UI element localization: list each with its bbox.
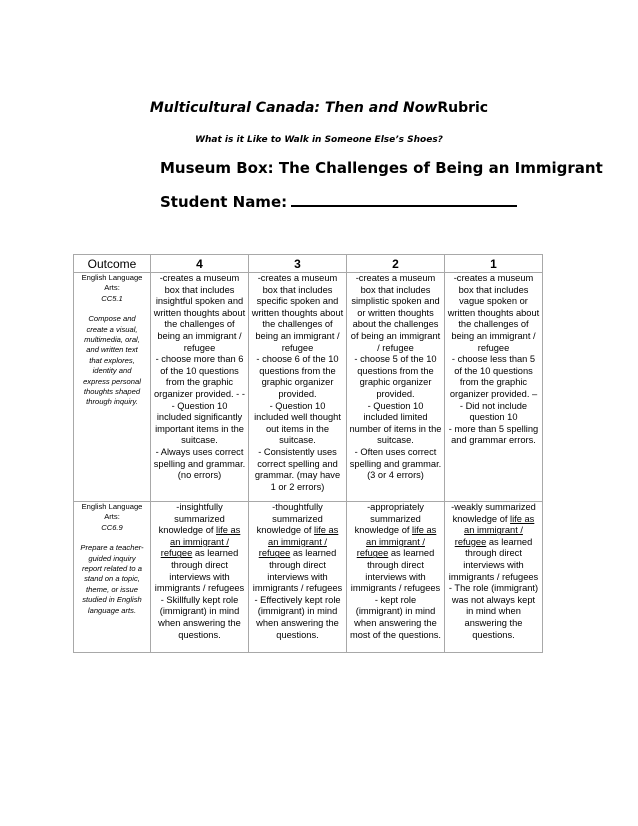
cell-line: provided. xyxy=(278,388,317,399)
rubric-subtitle: What is it Like to Walk in Someone Else’s Shoes? xyxy=(195,135,443,145)
cell-line: refugee as learned xyxy=(160,548,239,559)
underlined-text: refugee xyxy=(356,548,389,559)
cell-line: the challenges of xyxy=(458,319,529,330)
cell-line: (immigrant) in mind xyxy=(257,606,338,617)
cell-line: -creates a museum xyxy=(257,273,338,283)
cell-line: / refugee xyxy=(377,342,414,353)
underlined-text: an immigrant / xyxy=(170,536,229,547)
outcome-description-line: through inquiry. xyxy=(86,397,138,407)
underlined-text: life as xyxy=(314,525,339,536)
underlined-text: refugee xyxy=(258,548,291,559)
cell-line: spelling and grammar. xyxy=(349,458,442,469)
cell-line: graphic organizer xyxy=(261,377,334,388)
cell-line: box that includes xyxy=(262,284,333,295)
outcome-spacer xyxy=(74,533,150,543)
outcome-description-line: create a visual, xyxy=(86,324,138,334)
cell-line: simplistic spoken and xyxy=(351,296,440,307)
outcome-cell xyxy=(74,273,151,502)
cell-line: when answering the xyxy=(158,617,241,628)
cell-line: refugee xyxy=(183,342,216,353)
cell-line: being an immigrant / xyxy=(255,330,340,341)
cell-line: answering the xyxy=(464,617,523,628)
cell-line: being an immigrant / xyxy=(157,330,242,341)
outcome-description-line: stand on a topic, xyxy=(84,574,140,584)
cell-line: provided. xyxy=(376,388,415,399)
student-name-label: Student Name: xyxy=(160,193,288,211)
cell-line: summarized xyxy=(370,513,421,524)
header-level-1: 1 xyxy=(445,255,543,273)
cell-line: refugee xyxy=(281,342,314,353)
outcome-description-line: and written text xyxy=(86,345,138,355)
cell-line: the challenges of xyxy=(262,319,333,330)
cell-line: interviews with xyxy=(365,571,426,582)
cell-line: questions. xyxy=(178,629,221,640)
cell-line: important items in the xyxy=(155,423,244,434)
cell-line: - Often uses correct xyxy=(354,446,437,457)
cell-line: - Always uses correct xyxy=(155,446,244,457)
cell-line: interviews with xyxy=(463,559,524,570)
outcome-subject: English Language xyxy=(81,273,143,282)
cell-line: immigrants / refugees xyxy=(448,571,539,582)
cell-line: was not always kept xyxy=(451,594,536,605)
outcome-description-line: that explores, xyxy=(89,355,135,365)
cell-line: immigrants / refugees xyxy=(154,583,245,594)
rubric-row xyxy=(74,502,543,653)
cell-line: - kept role xyxy=(374,594,417,605)
outcome-spacer xyxy=(74,304,150,314)
cell-line: questions from the xyxy=(259,365,336,376)
cell-line: questions. xyxy=(276,629,319,640)
cell-line: - more than 5 spelling xyxy=(448,423,539,434)
cell-line: through direct xyxy=(465,548,522,559)
cell-line: organizer provided. - - xyxy=(154,388,245,399)
cell-line: written thoughts about xyxy=(447,307,540,318)
cell-line: interviews with xyxy=(169,571,230,582)
cell-line: through direct xyxy=(367,559,424,570)
outcome-subject: Arts: xyxy=(104,512,120,522)
cell-line: correct spelling and xyxy=(257,458,338,469)
outcome-description-line: thoughts shaped xyxy=(83,387,141,397)
cell-line: spelling and grammar. xyxy=(153,458,246,469)
cell-line: and grammar errors. xyxy=(451,435,536,446)
cell-line: - Skillfully kept role xyxy=(160,594,239,605)
cell-line: insightful spoken and xyxy=(155,296,244,307)
cell-line: through direct xyxy=(171,559,228,570)
underlined-text: refugee xyxy=(160,548,193,559)
underlined-text: an immigrant / xyxy=(464,525,523,536)
cell-line: or written thoughts xyxy=(357,307,434,318)
cell-line: written thoughts about xyxy=(153,307,246,318)
cell-line: box that includes xyxy=(164,284,235,295)
cell-line: the challenges of xyxy=(164,319,235,330)
cell-line: questions from the xyxy=(357,365,434,376)
outcome-description-line: guided inquiry xyxy=(88,553,136,563)
cell-line: written thoughts about xyxy=(251,307,344,318)
cell-line: knowledge of life as xyxy=(256,525,339,536)
cell-line: -insightfully xyxy=(176,502,223,512)
cell-line: knowledge of life as xyxy=(354,525,437,536)
cell-line: of the 10 questions xyxy=(454,365,533,376)
rubric-title xyxy=(0,100,638,116)
cell-line: immigrants / refugees xyxy=(350,583,441,594)
header-level-4: 4 xyxy=(151,255,249,273)
cell-line: box that includes xyxy=(458,284,529,295)
rubric-cell-level-2 xyxy=(347,273,445,502)
cell-line: (immigrant) in mind xyxy=(159,606,240,617)
outcome-code: CC5.1 xyxy=(101,293,123,303)
cell-line: - Consistently uses xyxy=(258,446,337,457)
cell-line: -appropriately xyxy=(367,502,424,512)
cell-line: immigrants / refugees xyxy=(252,583,343,594)
outcome-description-line: Compose and xyxy=(88,314,136,324)
cell-line: about the challenges xyxy=(352,319,439,330)
cell-line: grammar. (may have xyxy=(254,470,341,481)
header-outcome: Outcome xyxy=(74,255,151,273)
cell-line: box that includes xyxy=(360,284,431,295)
cell-line: suitcase. xyxy=(377,435,414,446)
cell-line: - choose more than 6 xyxy=(155,354,244,365)
cell-line: question 10 xyxy=(469,412,518,423)
cell-line: refugee xyxy=(477,342,510,353)
rubric-table xyxy=(73,254,543,653)
cell-line: (3 or 4 errors) xyxy=(367,470,424,481)
cell-line: - choose 5 of the 10 xyxy=(354,354,437,365)
cell-line: from the graphic xyxy=(165,377,234,388)
cell-line: -creates a museum xyxy=(453,273,534,283)
cell-line xyxy=(347,537,444,549)
cell-line: 1 or 2 errors) xyxy=(270,481,325,492)
cell-line: organizer provided. – xyxy=(449,388,538,399)
rubric-cell-level-1 xyxy=(445,502,543,653)
cell-line: in mind when xyxy=(466,606,521,617)
cell-line: knowledge of life as xyxy=(158,525,241,536)
rubric-title-italic: Multicultural Canada: Then and Now xyxy=(149,100,438,116)
header-level-3: 3 xyxy=(249,255,347,273)
assignment-heading: Museum Box: The Challenges of Being an Immigrant xyxy=(160,159,603,177)
underlined-text: life as xyxy=(412,525,437,536)
cell-line: when answering the xyxy=(354,617,437,628)
cell-line: out items in the xyxy=(265,423,330,434)
cell-line: number of items in the xyxy=(349,423,442,434)
outcome-cell xyxy=(74,502,151,653)
cell-line: when answering the xyxy=(256,617,339,628)
cell-line: refugee as learned xyxy=(356,548,435,559)
cell-line: - choose 6 of the 10 xyxy=(256,354,339,365)
rubric-title-suffix: Rubric xyxy=(437,100,489,116)
cell-line: (immigrant) in mind xyxy=(355,606,436,617)
outcome-subject: Arts: xyxy=(104,283,120,293)
cell-line: suitcase. xyxy=(279,435,316,446)
cell-line: through direct xyxy=(269,559,326,570)
cell-line: summarized xyxy=(272,513,323,524)
cell-line: - Question 10 xyxy=(171,400,228,411)
underlined-text: life as xyxy=(216,525,241,536)
rubric-cell-level-4 xyxy=(151,502,249,653)
cell-line: -weakly summarized xyxy=(451,502,536,512)
rubric-header-row xyxy=(74,255,543,273)
cell-line: specific spoken and xyxy=(256,296,339,307)
cell-line: questions. xyxy=(472,629,515,640)
cell-line: -creates a museum xyxy=(159,273,240,283)
cell-line xyxy=(151,537,248,549)
cell-line: vague spoken or xyxy=(459,296,528,307)
cell-line: - Effectively kept role xyxy=(254,594,341,605)
outcome-description-line: identity and xyxy=(92,366,132,376)
cell-line: -creates a museum xyxy=(355,273,436,283)
outcome-description-line: multimedia, oral, xyxy=(84,335,140,345)
outcome-subject: English Language xyxy=(81,502,143,511)
cell-line xyxy=(249,537,346,549)
cell-line: -thoughtfully xyxy=(272,502,323,512)
rubric-cell-level-4 xyxy=(151,273,249,502)
cell-line xyxy=(445,525,542,537)
outcome-description-line: Prepare a teacher- xyxy=(80,543,144,553)
cell-line: interviews with xyxy=(267,571,328,582)
outcome-description-line: report related to a xyxy=(82,564,142,574)
cell-line: - Did not include xyxy=(459,400,528,411)
cell-line: - Question 10 xyxy=(269,400,326,411)
cell-line: most of the questions. xyxy=(350,629,441,640)
outcome-description-line: theme, or issue xyxy=(86,584,138,594)
cell-line: included significantly xyxy=(156,412,243,423)
outcome-description-line: language arts. xyxy=(87,605,137,615)
cell-line: knowledge of life as xyxy=(452,513,535,524)
outcome-code: CC6.9 xyxy=(101,522,123,532)
cell-line: of being an immigrant xyxy=(350,330,441,341)
cell-line: summarized xyxy=(174,513,225,524)
student-name-blank xyxy=(291,191,517,207)
rubric-cell-level-1 xyxy=(445,273,543,502)
rubric-cell-level-3 xyxy=(249,273,347,502)
cell-line: being an immigrant / xyxy=(451,330,536,341)
rubric-cell-level-3 xyxy=(249,502,347,653)
rubric-cell-level-2 xyxy=(347,502,445,653)
cell-line: included limited xyxy=(363,412,428,423)
cell-line: - Question 10 xyxy=(367,400,424,411)
underlined-text: refugee xyxy=(454,536,487,547)
rubric-row xyxy=(74,273,543,502)
outcome-description-line: express personal xyxy=(83,376,141,386)
cell-line: refugee as learned xyxy=(454,536,533,547)
cell-line: (no errors) xyxy=(177,470,222,481)
underlined-text: an immigrant / xyxy=(366,536,425,547)
outcome-description-line: studied in English xyxy=(82,595,142,605)
cell-line: - The role (immigrant) xyxy=(448,583,539,594)
cell-line: from the graphic xyxy=(459,377,528,388)
cell-line: graphic organizer xyxy=(359,377,432,388)
student-name-row xyxy=(160,191,517,211)
cell-line: included well thought xyxy=(254,412,341,423)
underlined-text: an immigrant / xyxy=(268,536,327,547)
cell-line: suitcase. xyxy=(181,435,218,446)
cell-line: - choose less than 5 xyxy=(451,354,536,365)
cell-line: refugee as learned xyxy=(258,548,337,559)
header-level-2: 2 xyxy=(347,255,445,273)
underlined-text: life as xyxy=(510,513,535,524)
cell-line: of the 10 questions xyxy=(160,365,239,376)
